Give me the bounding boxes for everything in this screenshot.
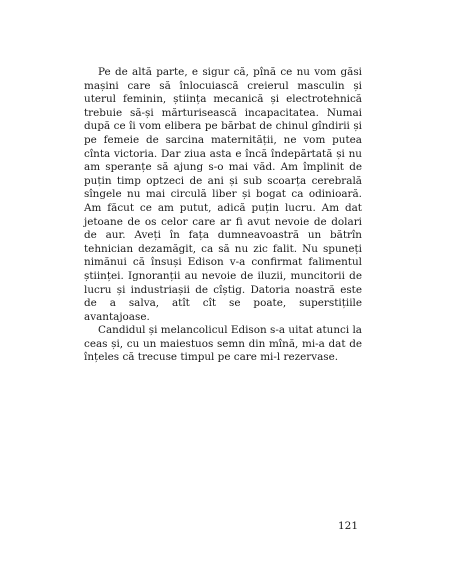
page-number: 121 <box>338 520 359 532</box>
paragraph-1: Pe de altă parte, e sigur că, pînă ce nu vom găsi mașini care să înlocuiască creierul masculin și uterul feminin, știința mecanică și electrotehnică trebuie să-și mărturisească incapacitatea. Numai după ce îi vom elibera pe bărbat de chinul gîndirii și pe femeie de sarcina maternității, ne vom putea cînta victoria. Dar ziua asta e încă îndepărtată și nu am speranțe să ajung s-o mai văd. Am împlinit de puțin timp optzeci de ani și sub scoarța cerebrală sîngele nu mai circulă liber și bogat ca odinioară. Am făcut ce am putut, adică puțin lucru. Am dat jetoane de os celor care ar fi avut nevoie de dolari de aur. Aveți în fața dumneavoastră un bătrîn tehnician dezamăgit, ca să nu zic falit. Nu spuneți nimănui că însuși Edison v-a confirmat falimentul științei. Ignoranții au nevoie de iluzii, muncitorii de lucru și industriașii de cîștig. Datoria noastră este de a salva, atît cît se poate, superstițiile avantajoase. <box>84 66 362 323</box>
body-text <box>84 66 362 365</box>
paragraph-2: Candidul și melancolicul Edison s-a uitat atunci la ceas și, cu un maiestuos semn din mînă, mi-a dat de înțeles că trecuse timpul pe care mi-l rezervase. <box>84 324 362 364</box>
